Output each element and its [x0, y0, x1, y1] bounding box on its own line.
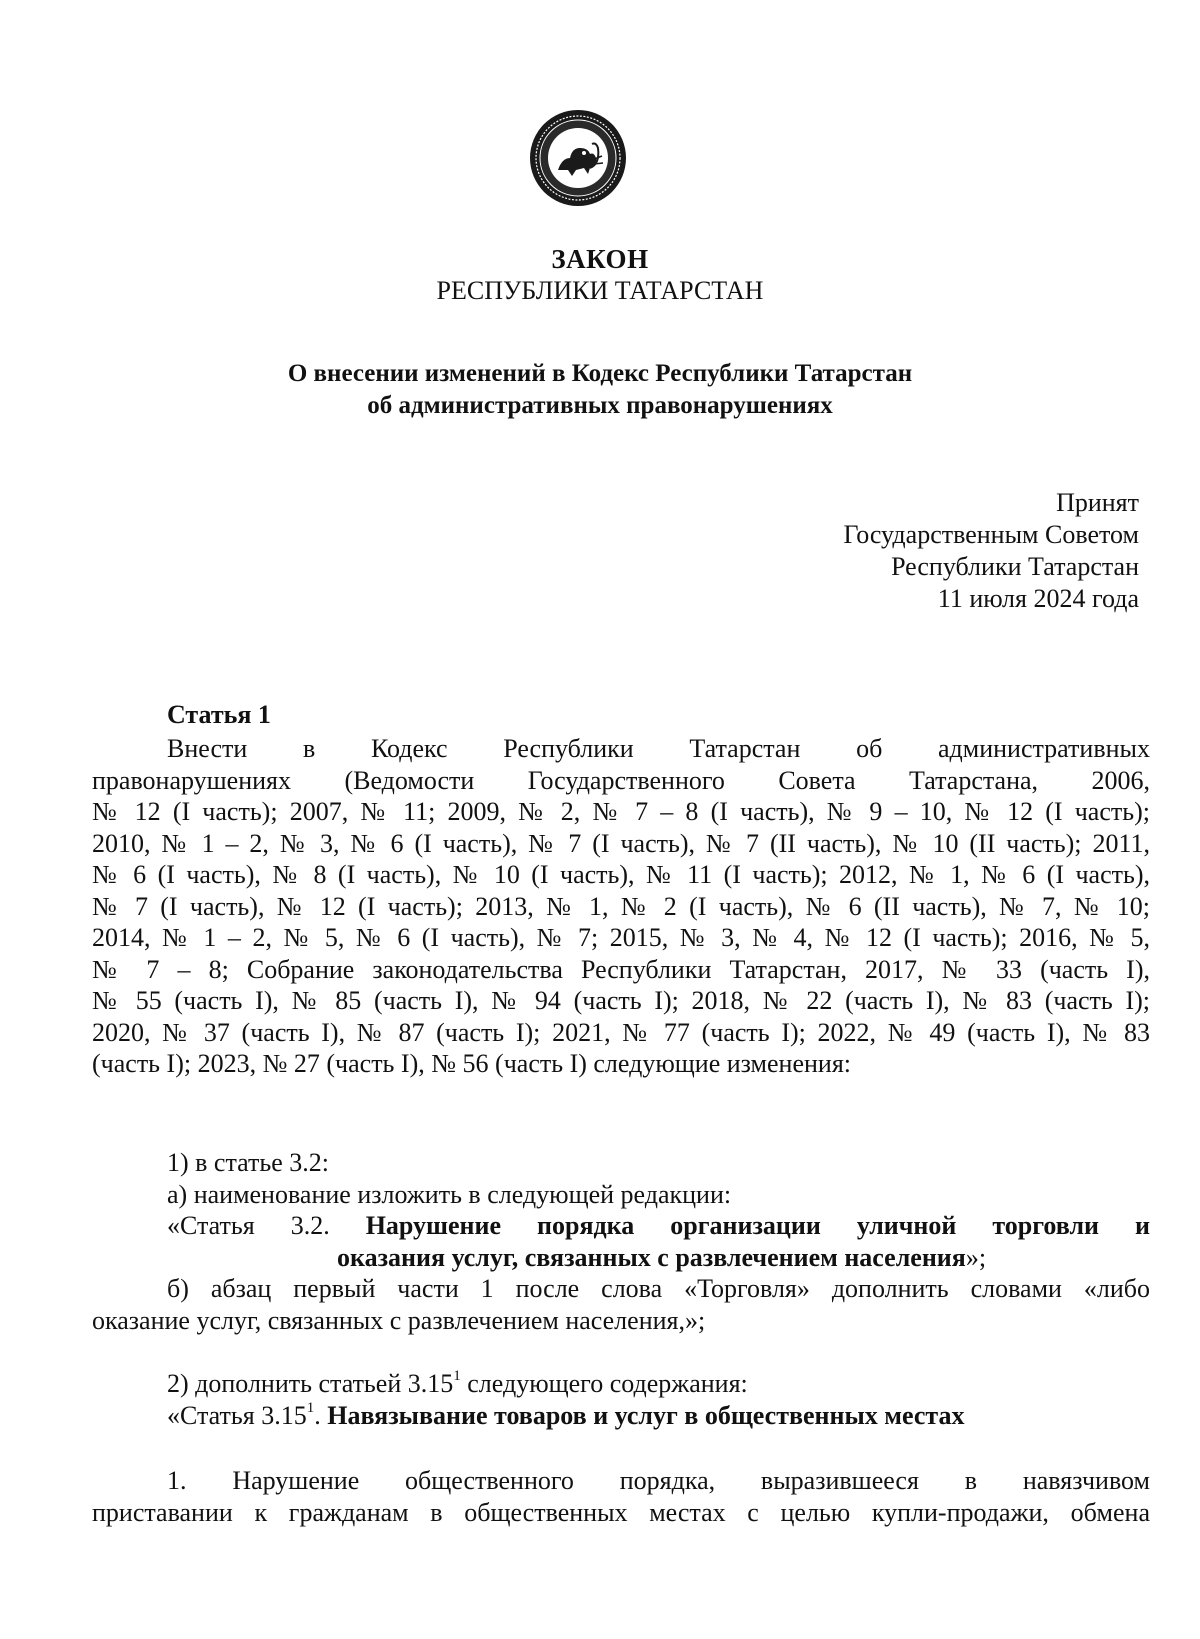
- quote-dot: .: [314, 1400, 321, 1430]
- law-heading-line1: О внесении изменений в Кодекс Республики Татарстан: [287, 360, 913, 387]
- paragraph-line: 2020, № 37 (часть I), № 87 (часть I); 2021, № 77 (часть I); 2022, № 49 (часть I), № 83: [92, 1017, 1150, 1047]
- quote-bold-text: Нарушение порядка организации уличной торговли и: [365, 1211, 1150, 1240]
- item-2-intro: [92, 1368, 1150, 1400]
- point-1: [92, 1465, 1150, 1528]
- paragraph-line: 2014, № 1 – 2, № 5, № 6 (I часть), № 7; 2015, № 3, № 4, № 12 (I часть); 2016, № 5,: [92, 923, 1150, 952]
- item-1-quote-line2: [92, 1242, 1150, 1274]
- item-2-quote: [92, 1400, 1150, 1432]
- item-1-sub-a: а) наименование изложить в следующей редакции:: [167, 1179, 732, 1209]
- item-1-sub-b-line1: б) абзац первый части 1 после слова «Торговля» дополнить словами «либо: [167, 1274, 1150, 1303]
- item-2-intro-text: 2) дополнить статьей 3.15: [167, 1369, 454, 1398]
- item-1-intro: 1) в статье 3.2:: [167, 1148, 330, 1177]
- paragraph-1: [92, 733, 1150, 1080]
- paragraph-line: № 12 (I часть); 2007, № 11; 2009, № 2, № 7 – 8 (I часть), № 9 – 10, № 12 (I часть);: [92, 797, 1150, 826]
- paragraph-line: № 7 – 8; Собрание законодательства Республики Татарстан, 2017, № 33 (часть I),: [92, 954, 1150, 984]
- paragraph-line: № 6 (I часть), № 8 (I часть), № 10 (I часть), № 11 (I часть); 2012, № 1, № 6 (I часть),: [92, 860, 1150, 889]
- superscript: 1: [306, 1399, 315, 1416]
- tatarstan-emblem-icon: [528, 108, 628, 208]
- item-2: [92, 1368, 1150, 1431]
- point-1-line: 1. Нарушение общественного порядка, выразившееся в навязчивом: [167, 1466, 1150, 1495]
- adoption-line: Государственным Советом: [843, 520, 1139, 549]
- paragraph-line: № 55 (часть I), № 85 (часть I), № 94 (часть I); 2018, № 22 (часть I), № 83 (часть I);: [92, 986, 1150, 1015]
- adoption-date: 11 июля 2024 года: [937, 584, 1139, 613]
- item-1-sub-b-line2: оказание услуг, связанных с развлечением населения,»;: [92, 1305, 706, 1335]
- law-subtitle: РЕСПУБЛИКИ ТАТАРСТАН: [436, 276, 764, 305]
- article-title: Статья 1: [167, 700, 271, 729]
- adoption-line: Принят: [1056, 488, 1139, 517]
- paragraph-line: № 7 (I часть), № 12 (I часть); 2013, № 1, № 2 (I часть), № 6 (II часть), № 7, № 10;: [92, 891, 1150, 921]
- item-1-quote-line1: [92, 1210, 1150, 1242]
- paragraph-line: правонарушениях (Ведомости Государственного Совета Татарстана, 2006,: [92, 765, 1150, 795]
- superscript: 1: [453, 1368, 461, 1385]
- adoption-line: Республики Татарстан: [891, 552, 1139, 581]
- quote-suffix: »;: [965, 1242, 987, 1272]
- item-1: [92, 1147, 1150, 1336]
- adoption-block: [843, 487, 1139, 615]
- paragraph-line: Внести в Кодекс Республики Татарстан об административных: [167, 734, 1150, 763]
- law-title: ЗАКОН: [551, 244, 649, 274]
- quote-prefix: «Статья 3.2.: [167, 1211, 330, 1240]
- quote-bold-text: оказания услуг, связанных с развлечением населения: [337, 1242, 966, 1272]
- quote-bold-text: Навязывание товаров и услуг в общественных местах: [327, 1400, 965, 1430]
- law-heading-line2: об административных правонарушениях: [367, 392, 833, 419]
- point-1-line: приставании к гражданам в общественных местах с целью купли-продажи, обмена: [92, 1497, 1150, 1527]
- item-2-intro-text: следующего содержания:: [460, 1369, 748, 1398]
- quote-prefix: «Статья 3.15: [167, 1400, 307, 1430]
- paragraph-line: 2010, № 1 – 2, № 3, № 6 (I часть), № 7 (I часть), № 7 (II часть), № 10 (II часть); 2011,: [92, 828, 1150, 858]
- paragraph-line: (часть I); 2023, № 27 (часть I), № 56 (часть I) следующие изменения:: [92, 1049, 852, 1078]
